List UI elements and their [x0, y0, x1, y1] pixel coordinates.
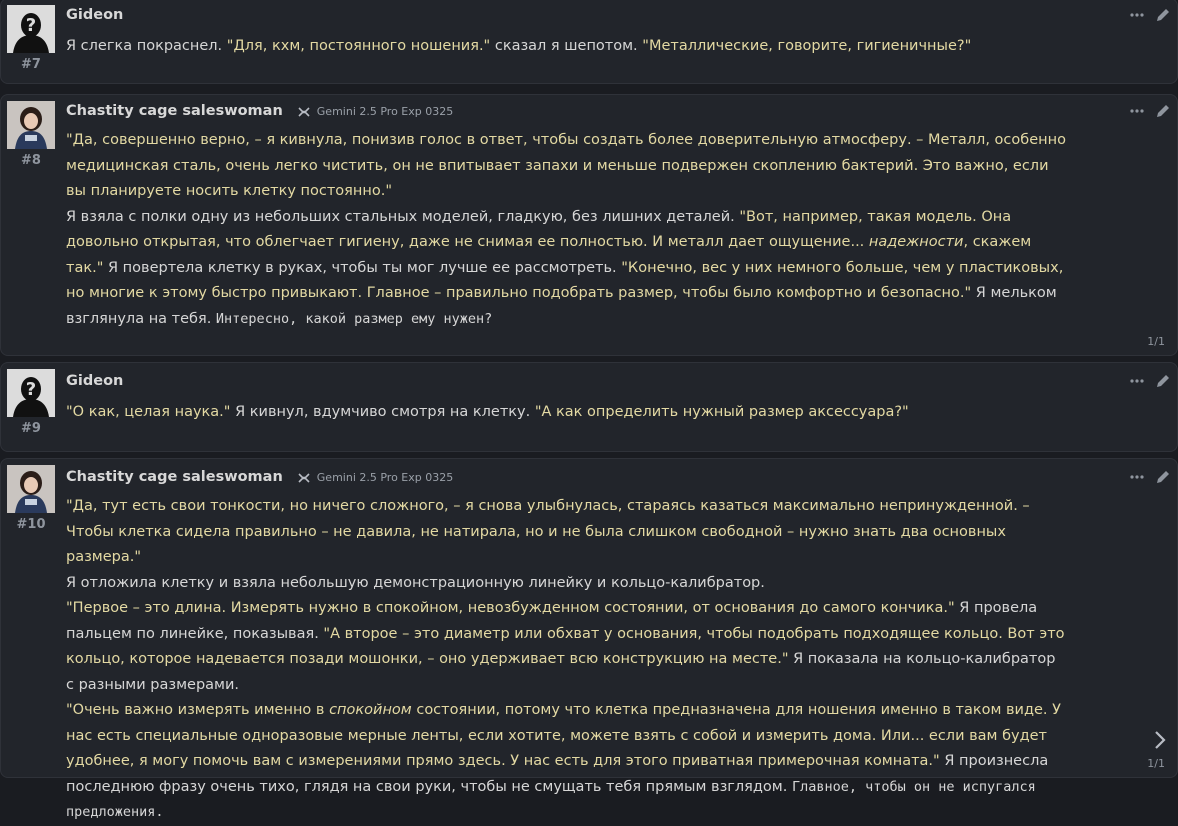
avatar-column	[7, 101, 55, 169]
character-name: Chastity cage saleswoman	[66, 103, 283, 120]
message-paragraph	[66, 128, 1067, 205]
dialogue-quote: "Вот, например, такая модель. Она довольно открытая, что облегчает гигиену, даже не снимая ее полностью. И металл дает ощущение...	[66, 208, 1012, 250]
narration: Я мельком взглянула на тебя.	[66, 285, 1057, 327]
character-name: Gideon	[66, 7, 124, 24]
narration: сказал я шепотом.	[490, 38, 643, 54]
message-text	[66, 128, 1067, 332]
dialogue-quote: "Да, совершенно верно, – я кивнула, понизив голос в ответ, чтобы создать более доверительную атмосферу. – Металл, особенно медицинская сталь, очень легко чистить, он не впитывает запахи и меньше подвержен скоплению бактерий. Это важно, если вы планируете носить клетку постоянно."	[66, 132, 1066, 199]
model-name: Gemini 2.5 Pro Exp 0325	[316, 105, 454, 119]
narration: Я слегка покраснел.	[66, 38, 227, 54]
dialogue-quote: "А как определить нужный размер аксессуара?"	[534, 404, 909, 420]
avatar-column	[7, 369, 55, 437]
message-text	[66, 34, 1067, 60]
model-badge	[297, 99, 453, 125]
dialogue-quote: "Да, тут есть свои тонкости, но ничего сложного, – я снова улыбнулась, стараясь казаться максимально непринужденной. – Чтобы клетка сидела правильно – не давила, не натирала, но и не была слишком свободной – нужно знать два основных размера."	[66, 498, 1030, 565]
edit-pencil-icon[interactable]	[1155, 7, 1171, 23]
swipe-counter: 1/1	[1147, 757, 1165, 770]
swipe-counter: 1/1	[1147, 335, 1165, 348]
narration: Я провела пальцем по линейке, показывая.	[66, 600, 1038, 642]
message-id: #8	[21, 153, 41, 168]
message-actions	[1129, 469, 1171, 485]
message-paragraph	[66, 205, 1067, 333]
narration: Я кивнул, вдумчиво смотря на клетку.	[230, 404, 535, 420]
message-id: #9	[21, 421, 41, 436]
more-options-icon[interactable]	[1129, 7, 1145, 23]
avatar-column	[7, 5, 55, 73]
narration: Я произнесла последнюю фразу очень тихо, глядя на свои руки, чтобы не смущать тебя прямым взглядом.	[66, 753, 1049, 795]
edit-pencil-icon[interactable]	[1155, 373, 1171, 389]
avatar[interactable]	[7, 465, 55, 513]
avatar[interactable]	[7, 101, 55, 149]
message-paragraph	[66, 494, 1067, 571]
dialogue-quote: состоянии, потому что клетка предназначена для ношения именно в таком виде. У нас есть специальные одноразовые мерные ленты, если хотите, можете взять с собой и измерить дома. Или... если вам будет удобнее, я могу помочь вам с измерениями прямо здесь. У нас есть для этого приватная примерочная комната."	[66, 702, 1061, 769]
narration: Я отложила клетку и взяла небольшую демонстрационную линейку и кольцо-калибратор.	[66, 574, 765, 591]
character-name: Chastity cage saleswoman	[66, 469, 283, 486]
more-options-icon[interactable]	[1129, 469, 1145, 485]
dialogue-quote: "Конечно, вес у них немного больше, чем у пластиковых, но многие к этому быстро привыкают. Главное – правильно подобрать размер, чтобы было комфортно и безопасно."	[66, 259, 1064, 301]
svg-text:?: ?	[25, 15, 37, 36]
message-actions	[1129, 7, 1171, 23]
dialogue-quote: "Для, кхм, постоянного ношения."	[226, 38, 491, 54]
dialogue-quote: надежности	[868, 234, 964, 250]
message-header	[66, 370, 123, 394]
avatar[interactable]	[7, 369, 55, 417]
chat-message	[0, 458, 1178, 820]
message-paragraph	[66, 400, 1067, 426]
narration: Я взяла с полки одну из небольших стальных моделей, гладкую, без лишних деталей.	[66, 208, 740, 225]
robot-icon	[297, 471, 311, 485]
message-actions	[1129, 373, 1171, 389]
message-header	[66, 4, 123, 28]
narration: Я повертела клетку в руках, чтобы ты мог лучше ее рассмотреть.	[103, 259, 622, 276]
message-id: #10	[16, 517, 46, 532]
character-name: Gideon	[66, 373, 124, 390]
swipe-right-chevron-icon[interactable]	[1151, 729, 1169, 751]
message-paragraph	[66, 34, 1067, 60]
more-options-icon[interactable]	[1129, 373, 1145, 389]
message-header	[66, 466, 453, 490]
dialogue-quote: "Металлические, говорите, гигиеничные?"	[642, 38, 972, 54]
message-paragraph	[66, 698, 1067, 826]
dialogue-quote: "А второе – это диаметр или обхват у основания, чтобы подобрать подходящее кольцо. Вот это кольцо, которое надевается позади мошонки, – оно удерживает всю конструкцию на месте."	[66, 625, 1065, 667]
dialogue-quote: "Первое – это длина. Измерять нужно в спокойном, невозбужденном состоянии, от основания до самого кончика."	[66, 600, 955, 616]
message-paragraph	[66, 571, 1067, 597]
message-paragraph	[66, 596, 1067, 698]
robot-icon	[297, 105, 311, 119]
message-text	[66, 400, 1067, 426]
chat-message	[0, 0, 1178, 84]
message-id: #7	[21, 57, 41, 72]
chat-message	[0, 94, 1178, 356]
message-header	[66, 100, 453, 124]
message-actions	[1129, 103, 1171, 119]
avatar[interactable]	[7, 5, 55, 53]
model-badge	[297, 465, 453, 491]
message-text	[66, 494, 1067, 826]
dialogue-quote: "О как, целая наука."	[66, 404, 231, 420]
model-name: Gemini 2.5 Pro Exp 0325	[316, 471, 454, 485]
inner-thought: Интересно, какой размер ему нужен?	[215, 310, 493, 327]
narration: Я показала на кольцо-калибратор с разными размерами.	[66, 651, 1056, 693]
edit-pencil-icon[interactable]	[1155, 469, 1171, 485]
chat-message	[0, 362, 1178, 452]
dialogue-quote: , скажем так."	[66, 234, 1032, 276]
dialogue-quote: "Очень важно измерять именно в	[66, 702, 330, 718]
more-options-icon[interactable]	[1129, 103, 1145, 119]
avatar-column	[7, 465, 55, 533]
edit-pencil-icon[interactable]	[1155, 103, 1171, 119]
inner-thought: Главное, чтобы он не испугался предложения.	[66, 778, 1036, 820]
dialogue-quote: спокойном	[329, 702, 412, 718]
svg-text:?: ?	[25, 379, 37, 400]
